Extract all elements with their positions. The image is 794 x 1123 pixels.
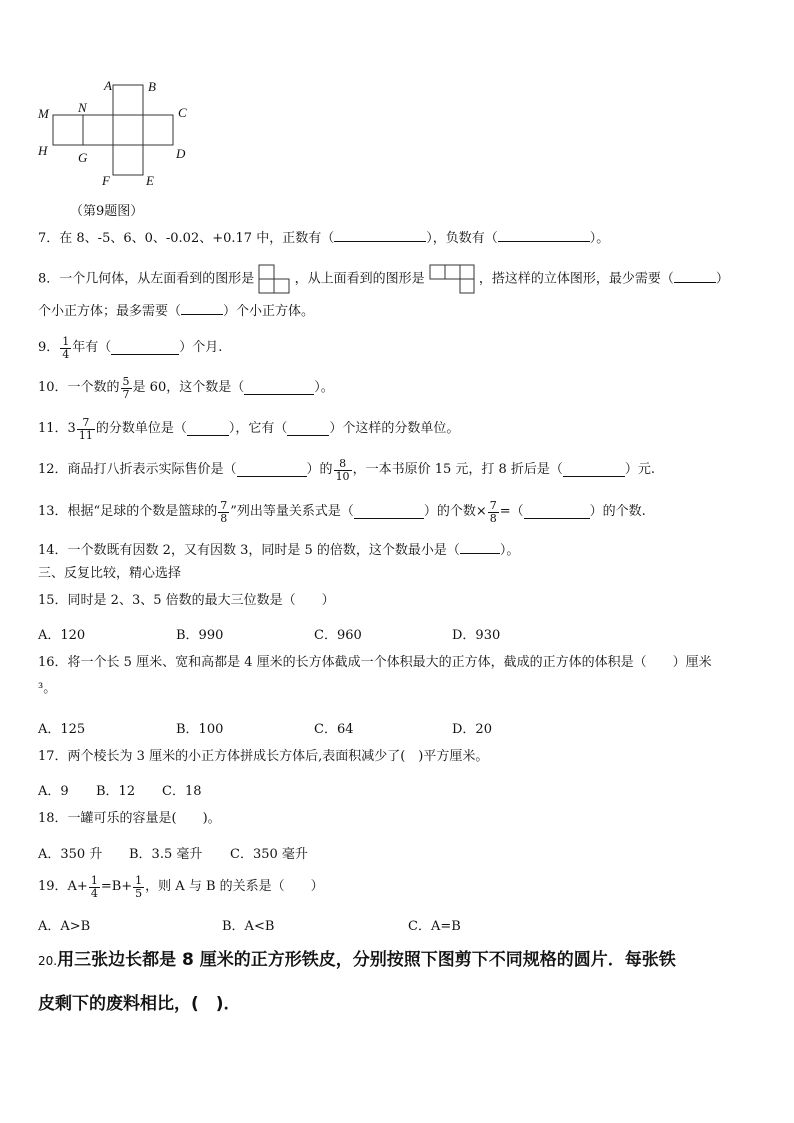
- option-d[interactable]: D．930: [452, 628, 501, 643]
- cube-net-figure: [30, 75, 200, 190]
- fraction: $\frac{7}{8}$: [489, 498, 497, 525]
- option-a[interactable]: A．125: [38, 722, 86, 737]
- net-square-top: [113, 85, 143, 115]
- option-b[interactable]: B．A<B: [222, 919, 275, 934]
- answer-blank[interactable]: [524, 506, 590, 519]
- fraction: $\frac{5}{7}$: [122, 374, 130, 401]
- fraction: $\frac{1}{5}$: [135, 873, 143, 900]
- label-A: A: [104, 78, 112, 93]
- question-17: 17．两个棱长为 3 厘米的小正方体拼成长方体后,表面积减少了( )平方厘米。: [38, 749, 489, 764]
- left-view-icon: [258, 264, 290, 294]
- question-13: 13．根据“足球的个数是篮球的 $\frac{7}{8}$ ”列出等量关系式是（ ）的个数× $\frac{7}{8}$ =（ ）的个数.: [38, 498, 646, 525]
- net-square-4: [143, 115, 173, 145]
- label-D: D: [176, 146, 186, 161]
- option-c[interactable]: C．18: [162, 784, 202, 799]
- answer-blank[interactable]: [334, 229, 426, 242]
- option-d[interactable]: D．20: [452, 722, 492, 737]
- option-b[interactable]: B．3.5 毫升: [129, 847, 203, 862]
- section-heading: 三、反复比较，精心选择: [38, 566, 182, 581]
- net-square-3: [113, 115, 143, 145]
- answer-blank[interactable]: [181, 302, 223, 315]
- label-B: B: [148, 79, 156, 94]
- question-19: 19．A+ $\frac{1}{4}$ =B+ $\frac{1}{5}$ ，则 A 与 B 的关系是（ ）: [38, 873, 324, 900]
- answer-blank[interactable]: [111, 342, 179, 355]
- label-C: C: [178, 105, 187, 120]
- question-9: 9． $\frac{1}{4}$ 年有（ ）个月.: [38, 334, 223, 361]
- fraction: $\frac{8}{10}$: [335, 456, 350, 483]
- answer-blank[interactable]: [460, 541, 500, 554]
- option-a[interactable]: A．120: [38, 628, 86, 643]
- answer-blank[interactable]: [287, 423, 329, 436]
- label-E: E: [146, 173, 154, 188]
- question-15: 15．同时是 2、3、5 倍数的最大三位数是（ ）: [38, 593, 335, 608]
- question-16: 16．将一个长 5 厘米、宽和高都是 4 厘米的长方体截成一个体积最大的正方体，截成的正方体的体积是（ ）厘米: [38, 655, 712, 670]
- option-a[interactable]: A．9: [38, 784, 69, 799]
- option-a[interactable]: A．350 升: [38, 847, 103, 862]
- option-c[interactable]: C．64: [314, 722, 354, 737]
- option-b[interactable]: B．100: [176, 722, 224, 737]
- label-N: N: [78, 100, 87, 115]
- answer-blank[interactable]: [674, 270, 716, 283]
- net-square-bottom: [113, 145, 143, 175]
- option-c[interactable]: C．350 毫升: [230, 847, 308, 862]
- label-F: F: [102, 173, 110, 188]
- option-c[interactable]: C．A=B: [408, 919, 461, 934]
- label-H: H: [38, 143, 48, 158]
- label-M: M: [38, 106, 49, 121]
- figure-caption: （第9题图）: [70, 204, 144, 219]
- question-10: 10．一个数的 $\frac{5}{7}$ 是 60，这个数是（ ）。: [38, 374, 334, 401]
- answer-blank[interactable]: [237, 464, 307, 477]
- answer-blank[interactable]: [498, 229, 590, 242]
- top-view-icon: [429, 264, 475, 294]
- option-b[interactable]: B．990: [176, 628, 224, 643]
- question-20: 20.用三张边长都是 8 厘米的正方形铁皮，分别按照下图剪下不同规格的圆片．每张铁: [38, 950, 676, 970]
- question-8-line2: 个小正方体；最多需要（ ）个小正方体。: [38, 304, 315, 319]
- option-a[interactable]: A．A>B: [38, 919, 91, 934]
- question-12: 12．商品打八折表示实际售价是（ ）的 $\frac{8}{10}$ ，一本书原价 15 元，打 8 折后是（ ）元.: [38, 456, 656, 483]
- fraction: $\frac{7}{8}$: [220, 498, 228, 525]
- answer-blank[interactable]: [244, 382, 314, 395]
- net-square-1: [53, 115, 83, 145]
- question-8: 8．一个几何体，从左面看到的图形是 ，从上面看到的图形是 ，搭这样的立体图形，最少需要（ ）: [38, 264, 729, 294]
- answer-blank[interactable]: [354, 506, 424, 519]
- question-14: 14．一个数既有因数 2，又有因数 3，同时是 5 的倍数，这个数最小是（ ）。: [38, 543, 520, 558]
- label-G: G: [78, 150, 88, 165]
- fraction: $\frac{1}{4}$: [62, 334, 70, 361]
- question-11: 11． 3 $\frac{7}{11}$ 的分数单位是（ ），它有（ ）个这样的分数单位。: [38, 415, 460, 442]
- net-square-2: [83, 115, 113, 145]
- option-c[interactable]: C．960: [314, 628, 362, 643]
- fraction: $\frac{7}{11}$: [78, 415, 93, 442]
- question-16-cont: ³。: [38, 681, 57, 696]
- option-b[interactable]: B．12: [96, 784, 136, 799]
- fraction: $\frac{1}{4}$: [90, 873, 98, 900]
- answer-blank[interactable]: [563, 464, 625, 477]
- answer-blank[interactable]: [187, 423, 229, 436]
- question-20-line2: 皮剩下的废料相比，( )．: [38, 994, 241, 1014]
- question-7: 7．在 8、-5、6、0、-0.02、+0.17 中，正数有（ ），负数有（ ）。: [38, 231, 610, 246]
- question-18: 18．一罐可乐的容量是( )。: [38, 811, 221, 826]
